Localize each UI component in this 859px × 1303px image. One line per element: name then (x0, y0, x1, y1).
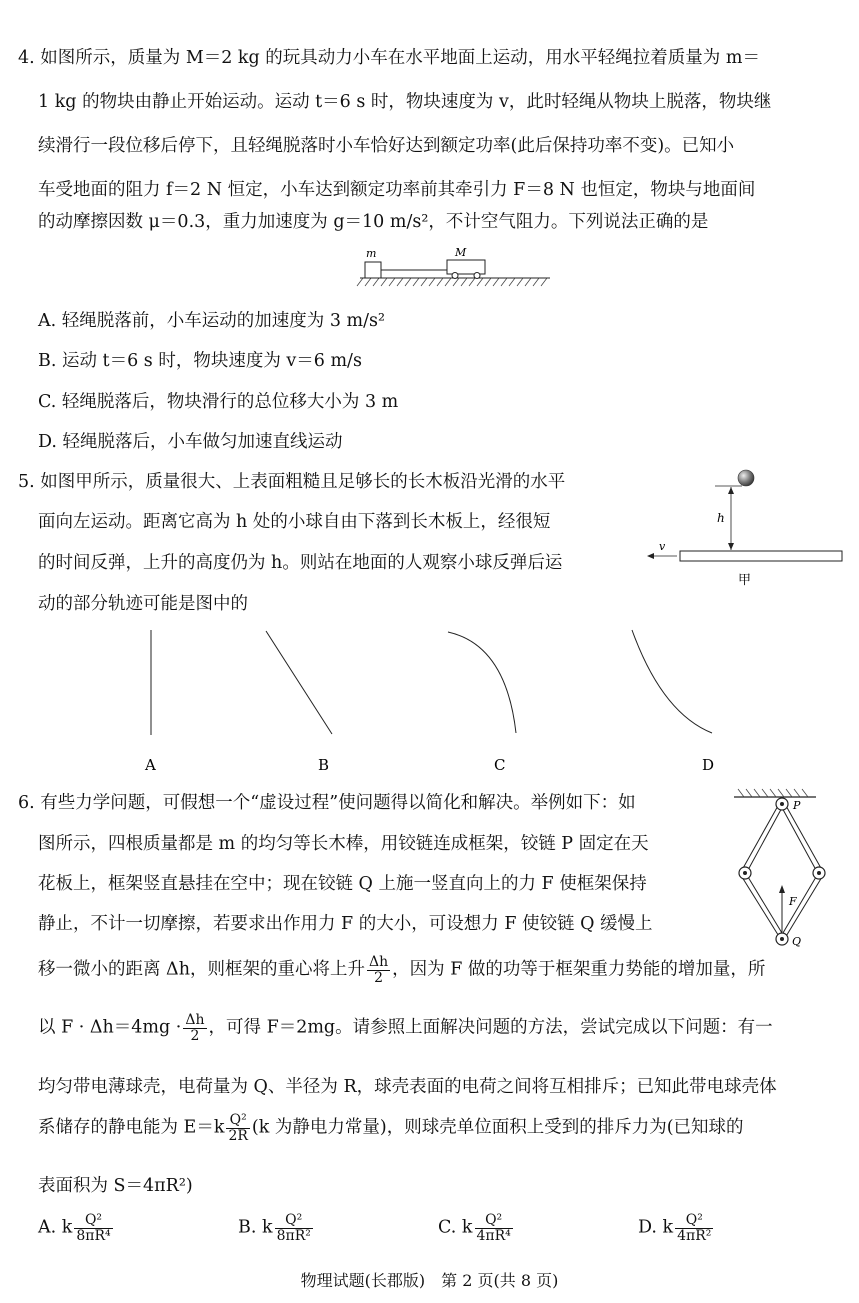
option-prefix: D. k (638, 1217, 674, 1238)
q6-fig-label-F: F (789, 895, 797, 908)
fraction-numerator: Δh (368, 954, 389, 970)
option-fraction (74, 1213, 112, 1243)
q6-line-7: 均匀带电薄球壳，电荷量为 Q、半径为 R，球壳表面的电荷之间将互相排斥；已知此带电球壳体 (38, 1077, 777, 1097)
choice-label-b: B (318, 756, 330, 774)
q5-fig-caption: 甲 (738, 573, 752, 588)
fraction-numerator: Q² (74, 1213, 112, 1229)
q4-line-5: 的动摩擦因数 μ＝0.3，重力加速度为 g＝10 m/s²，不计空气阻力。下列说法正确的是 (38, 212, 709, 232)
fraction-numerator: Δh (185, 1012, 205, 1028)
q4-option-a: A. 轻绳脱落前，小车运动的加速度为 3 m/s² (38, 311, 386, 331)
option-fraction (275, 1213, 313, 1243)
q6-line-6 (38, 1013, 773, 1043)
option-fraction (475, 1213, 513, 1243)
fraction-numerator: Q² (475, 1213, 513, 1229)
q6-fig-label-Q: Q (792, 935, 802, 948)
q5-fig-label-v: v (659, 540, 666, 553)
fraction-dh-over-2 (367, 955, 390, 985)
q4-option-c: C. 轻绳脱落后，物块滑行的总位移大小为 3 m (38, 392, 399, 412)
fraction-denominator: 4πR⁴ (476, 1227, 511, 1244)
trajectory-d (632, 630, 712, 733)
q6-line-1: 6. 有些力学问题，可假想一个“虚设过程”使问题得以简化和解决。举例如下：如 (18, 793, 636, 813)
q5-figure-jia (645, 462, 845, 594)
q6-line-5-part-b: ，因为 F 做的功等于框架重力势能的增加量，所 (392, 959, 766, 980)
q6-line-6-part-b: ，可得 F＝2mg。请参照上面解决问题的方法，尝试完成以下问题：有一 (208, 1017, 773, 1038)
option-prefix: A. k (38, 1217, 73, 1238)
q6-figure-frame (730, 785, 855, 955)
fraction-denominator: 8πR⁴ (76, 1227, 111, 1244)
q4-fig-label-M: M (455, 246, 467, 259)
q4-line-2: 1 kg 的物块由静止开始运动。运动 t＝6 s 时，物块速度为 v，此时轻绳从物块上脱落，物块继 (38, 92, 772, 112)
fraction-denominator: 2R (228, 1127, 248, 1144)
fraction-denominator: 2 (190, 1027, 200, 1044)
option-prefix: B. k (238, 1217, 273, 1238)
q6-fig-label-P: P (793, 799, 801, 812)
q6-line-8-part-a: 系储存的静电能为 E＝k (38, 1117, 225, 1138)
q6-option-c (438, 1213, 515, 1243)
q5-line-1: 5. 如图甲所示，质量很大、上表面粗糙且足够长的长木板沿光滑的水平 (18, 472, 566, 492)
option-prefix: C. k (438, 1217, 473, 1238)
choice-label-c: C (494, 756, 506, 774)
q4-option-d: D. 轻绳脱落后，小车做匀加速直线运动 (38, 432, 343, 452)
q6-option-b (238, 1213, 315, 1243)
q4-fig-label-m: m (366, 247, 377, 260)
fraction-denominator: 4πR² (677, 1227, 712, 1244)
choice-label-a: A (145, 756, 156, 774)
q6-line-2: 图所示，四根质量都是 m 的均匀等长木棒，用铰链连成框架，铰链 P 固定在天 (38, 834, 649, 854)
q6-line-4: 静止，不计一切摩擦，若要求出作用力 F 的大小，可设想力 F 使铰链 Q 缓慢上 (38, 914, 653, 934)
trajectory-b (266, 631, 332, 734)
option-fraction (675, 1213, 713, 1243)
fraction-numerator: Q² (675, 1213, 713, 1229)
fraction-denominator: 8πR² (276, 1227, 311, 1244)
q6-line-9: 表面积为 S＝4πR²) (38, 1176, 193, 1196)
fraction-numerator: Q² (275, 1213, 313, 1229)
q4-line-3: 续滑行一段位移后停下，且轻绳脱落时小车恰好达到额定功率(此后保持功率不变)。已知小 (38, 136, 735, 156)
fraction-q2-over-2r (226, 1113, 249, 1143)
trajectory-c (448, 632, 516, 733)
q5-line-4: 动的部分轨迹可能是图中的 (38, 594, 248, 614)
q6-line-8 (38, 1113, 744, 1143)
q6-line-8-part-b: (k 为静电力常量)，则球壳单位面积上受到的排斥力为(已知球的 (251, 1117, 744, 1138)
page-footer: 物理试题(长郡版) 第 2 页(共 8 页) (300, 1271, 559, 1290)
fraction-denominator: 2 (374, 969, 384, 986)
q4-figure-car-block (355, 240, 555, 292)
q5-fig-label-h: h (717, 511, 725, 525)
q4-option-b: B. 运动 t＝6 s 时，物块速度为 v＝6 m/s (38, 351, 362, 371)
q6-line-5 (38, 955, 765, 985)
q6-line-6-part-a: 以 F · Δh＝4mg · (38, 1017, 182, 1038)
q6-line-5-part-a: 移一微小的距离 Δh，则框架的重心将上升 (38, 959, 365, 980)
q4-line-1: 4. 如图所示，质量为 M＝2 kg 的玩具动力小车在水平地面上运动，用水平轻绳拉着质量为 m＝ (18, 48, 760, 68)
q5-line-3: 的时间反弹，上升的高度仍为 h。则站在地面的人观察小球反弹后运 (38, 553, 563, 573)
q6-option-a (38, 1213, 115, 1243)
fraction-dh-over-2 (183, 1013, 206, 1043)
q4-line-4: 车受地面的阻力 f＝2 N 恒定，小车达到额定功率前其牵引力 F＝8 N 也恒定，物块与地面间 (38, 180, 756, 200)
q5-trajectory-choices (120, 625, 740, 775)
q6-option-d (638, 1213, 715, 1243)
choice-label-d: D (702, 756, 715, 774)
q6-line-3: 花板上，框架竖直悬挂在空中；现在铰链 Q 上施一竖直向上的力 F 使框架保持 (38, 874, 647, 894)
q5-line-2: 面向左运动。距离它高为 h 处的小球自由下落到长木板上，经很短 (38, 512, 551, 532)
ball-icon (738, 470, 754, 486)
fraction-numerator: Q² (226, 1113, 249, 1129)
